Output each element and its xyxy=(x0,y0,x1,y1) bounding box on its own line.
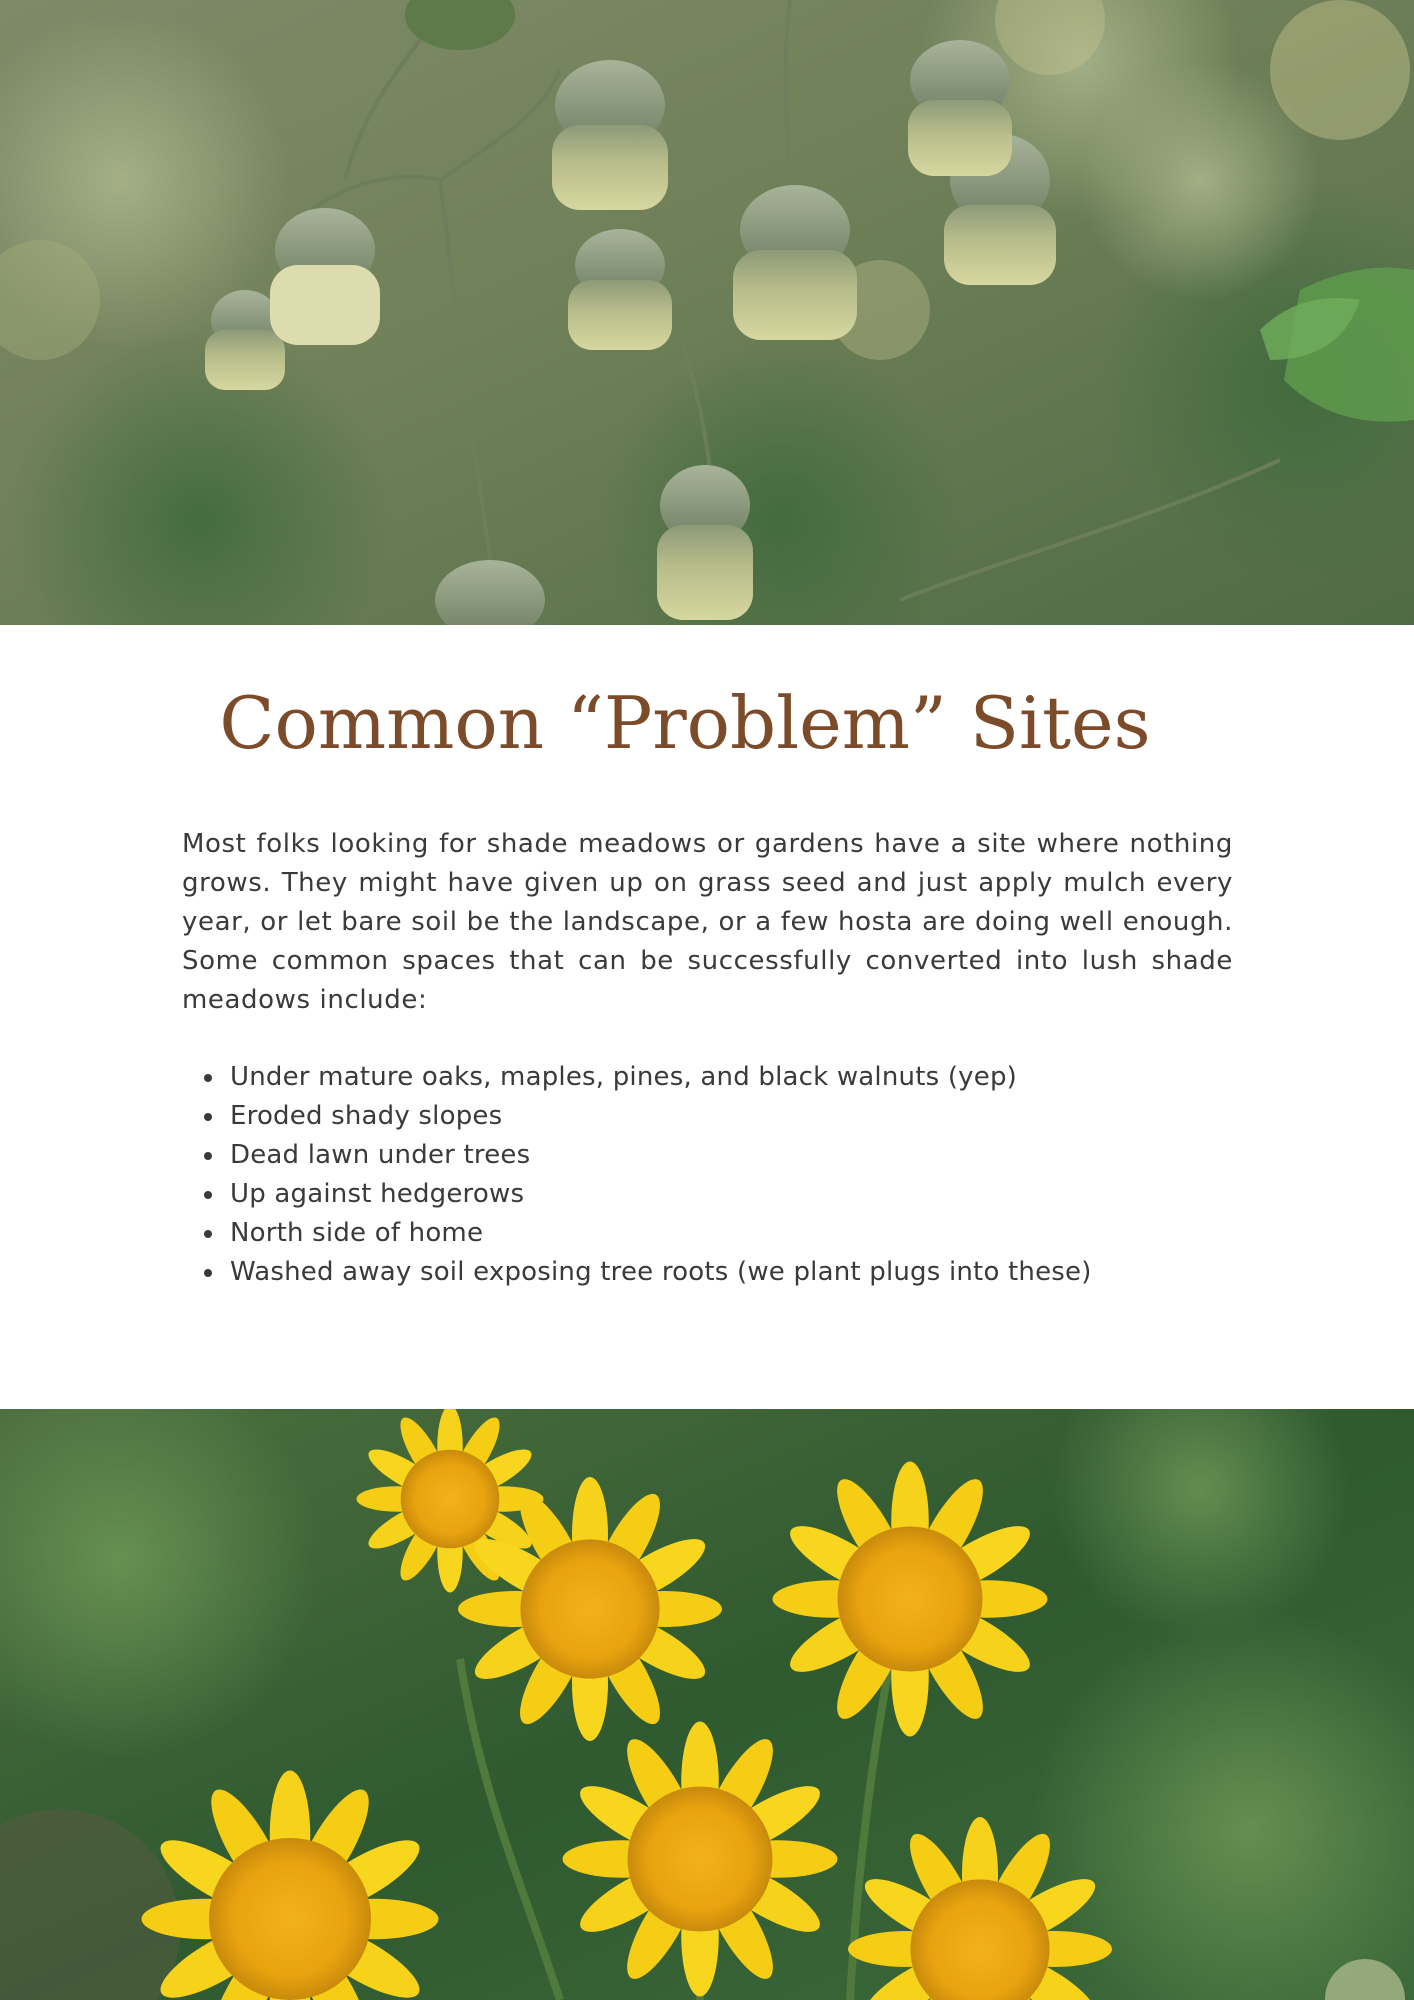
list-item: Under mature oaks, maples, pines, and black walnuts (yep) xyxy=(230,1058,1233,1097)
list-item: Eroded shady slopes xyxy=(230,1097,1233,1136)
meadow-rue-photo xyxy=(0,0,1414,625)
list-item: Up against hedgerows xyxy=(230,1175,1233,1214)
intro-paragraph: Most folks looking for shade meadows or gardens have a site where nothing grows. They might have given up on grass seed and just apply mulch every year, or let bare soil be the landscape, or a few hosta are doing well enough. Some common spaces that can be successfully converted into lush shade meadows include: xyxy=(182,829,1233,1015)
ragwort-photo xyxy=(0,1409,1414,2000)
list-item: Dead lawn under trees xyxy=(230,1136,1233,1175)
problem-sites-section xyxy=(0,625,1414,1409)
list-item: North side of home xyxy=(230,1214,1233,1253)
problem-sites-list xyxy=(182,1058,1233,1292)
section-title: Common “Problem” Sites xyxy=(219,681,1151,765)
list-item: Washed away soil exposing tree roots (we plant plugs into these) xyxy=(230,1253,1233,1292)
